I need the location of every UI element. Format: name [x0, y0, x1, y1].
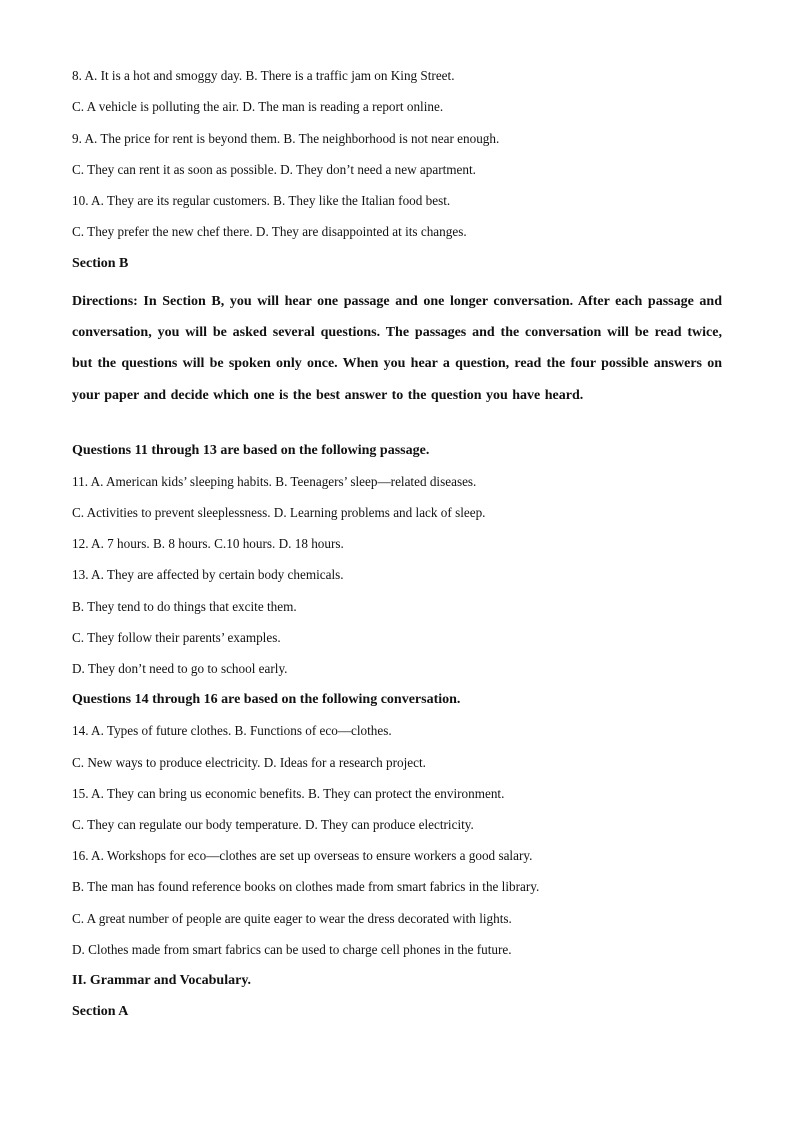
option-line-q8-ab: 8. A. It is a hot and smoggy day. B. There is a traffic jam on King Street. — [72, 68, 455, 83]
option-line-q16-d: D. Clothes made from smart fabrics can be used to charge cell phones in the future. — [72, 942, 512, 957]
option-line-q13-d: D. They don’t need to go to school early. — [72, 661, 288, 676]
option-line-q16-c: C. A great number of people are quite eager to wear the dress decorated with lights. — [72, 911, 512, 926]
option-line-q13-b: B. They tend to do things that excite them. — [72, 599, 297, 614]
option-line-q16-b: B. The man has found reference books on clothes made from smart fabrics in the library. — [72, 879, 540, 894]
option-line-q10-cd: C. They prefer the new chef there. D. They are disappointed at its changes. — [72, 224, 467, 239]
option-line-q14-ab: 14. A. Types of future clothes. B. Functions of eco—clothes. — [72, 723, 392, 738]
option-line-q10-ab: 10. A. They are its regular customers. B. They like the Italian food best. — [72, 193, 451, 208]
option-line-q15-ab: 15. A. They can bring us economic benefits. B. They can protect the environment. — [72, 786, 505, 801]
option-line-q8-cd: C. A vehicle is polluting the air. D. The man is reading a report online. — [72, 99, 444, 114]
option-line-q11-cd: C. Activities to prevent sleeplessness. D. Learning problems and lack of sleep. — [72, 505, 486, 520]
option-line-q12: 12. A. 7 hours. B. 8 hours. C.10 hours. D. 18 hours. — [72, 536, 344, 551]
part-2-heading: II. Grammar and Vocabulary. — [72, 973, 252, 988]
option-line-q9-cd: C. They can rent it as soon as possible. D. They don’t need a new apartment. — [72, 162, 476, 177]
option-line-q9-ab: 9. A. The price for rent is beyond them. B. The neighborhood is not near enough. — [72, 131, 500, 146]
questions-11-13-heading: Questions 11 through 13 are based on the following passage. — [72, 443, 430, 458]
option-line-q11-ab: 11. A. American kids’ sleeping habits. B. Teenagers’ sleep—related diseases. — [72, 474, 477, 489]
option-line-q13-a: 13. A. They are affected by certain body chemicals. — [72, 567, 344, 582]
option-line-q16-a: 16. A. Workshops for eco—clothes are set up overseas to ensure workers a good salary. — [72, 848, 533, 863]
questions-14-16-heading: Questions 14 through 16 are based on the following conversation. — [72, 692, 461, 707]
option-line-q15-cd: C. They can regulate our body temperature. D. They can produce electricity. — [72, 817, 474, 832]
option-line-q13-c: C. They follow their parents’ examples. — [72, 630, 281, 645]
section-a-heading: Section A — [72, 1004, 129, 1019]
section-b-directions: Directions: In Section B, you will hear one passage and one longer conversation. After each passage and conversation, you will be asked several questions. The passages and the conversation will be read twice, but the questions will be spoken only once. When you hear a question, read the four possible answers on your paper and decide which one is the best answer to the question you have heard. — [72, 294, 722, 403]
option-line-q14-cd: C. New ways to produce electricity. D. Ideas for a research project. — [72, 755, 426, 770]
section-b-heading: Section B — [72, 256, 129, 271]
